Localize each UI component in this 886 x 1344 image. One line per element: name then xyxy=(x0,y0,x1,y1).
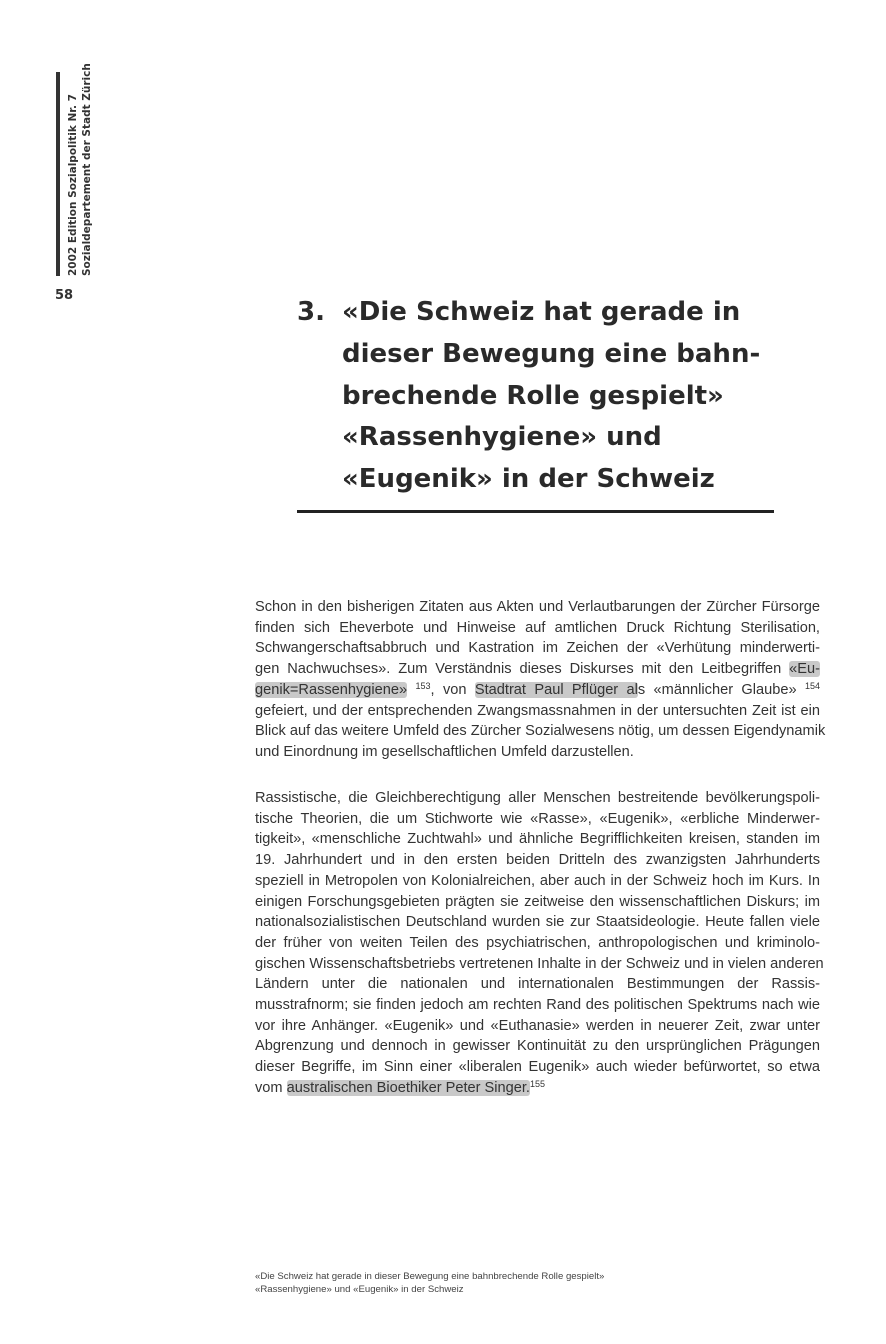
heading-line: «Eugenik» in der Schweiz xyxy=(342,464,715,495)
text-line: Rassistische, die Gleichberechtigung aller Menschen bestreitende bevölkerungspoli- xyxy=(255,790,820,806)
running-header-vertical xyxy=(66,63,94,276)
heading-line: dieser Bewegung eine bahn- xyxy=(342,338,761,369)
text-segment: , von xyxy=(430,681,475,698)
text-line: Schwangerschaftsabbruch und Kastration im Zeichen der «Verhütung minderwerti- xyxy=(255,640,820,657)
publisher: Sozialdepartement der Stadt Zürich xyxy=(81,63,93,276)
paragraph-2 xyxy=(255,788,824,1099)
heading-line: «Die Schweiz hat gerade in xyxy=(342,297,741,327)
text-line: und Einordnung im gesellschaftlichen Umfeld darzustellen. xyxy=(255,743,634,760)
heading-line: brechende Rolle gespielt» xyxy=(342,380,724,411)
text-line: 19. Jahrhundert und in den ersten beiden Dritteln des zwanzigsten Jahrhunderts xyxy=(255,852,820,869)
highlight: genik=Rassenhygiene» xyxy=(255,681,408,698)
text-line xyxy=(255,680,820,701)
series-title: 2002 Edition Sozialpolitik Nr. 7 xyxy=(67,94,79,276)
text-segment: gen Nachwuchses». Zum Verständnis dieses Diskurses mit den Leitbegriffen xyxy=(255,661,790,678)
text-line: vor ihre Anhänger. «Eugenik» und «Euthanasie» werden in neuerer Zeit, zwar unter xyxy=(255,1017,820,1034)
highlight: australischen Bioethiker Peter Singer. xyxy=(286,1079,530,1096)
highlight: Stadtrat Paul Pflüger al xyxy=(474,681,638,698)
chapter-number: 3. xyxy=(297,297,325,327)
text-line: nationalsozialistischen Deutschland wurden sie zur Staatsideologie. Heute fallen viele xyxy=(255,914,820,931)
highlight: «Eu- xyxy=(789,661,820,678)
footnote-ref: 153 xyxy=(415,680,431,691)
text-line: einigen Forschungsgebieten prägten sie zeitweise den wissenschaftlichen Diskurs; im xyxy=(255,893,820,910)
text-line: der früher von weiten Teilen des psychiatrischen, anthropologischen und kriminolo- xyxy=(255,934,820,951)
heading-rule xyxy=(297,510,774,513)
footnote-ref: 155 xyxy=(530,1078,546,1089)
sidebar-rule xyxy=(56,72,60,276)
chapter-heading xyxy=(297,292,760,501)
text-line: Schon in den bisherigen Zitaten aus Akten und Verlautbarungen der Zürcher Fürsorge xyxy=(255,599,820,615)
heading-line: «Rassenhygiene» und xyxy=(342,422,662,453)
text-line: musstrafnorm; sie finden jedoch am rechten Rand des politischen Spektrums nach wie xyxy=(255,997,820,1014)
text-line: tigkeit», «menschliche Zuchtwahl» und ähnliche Begrifflichkeiten kreisen, standen im xyxy=(255,831,820,848)
footnote-ref: 154 xyxy=(804,680,820,691)
text-line: speziell in Metropolen von Kolonialreichen, aber auch in der Schweiz hoch im Kurs. In xyxy=(255,872,820,889)
text-line: finden sich Eheverbote und Hinweise auf amtlichen Druck Richtung Sterilisation, xyxy=(255,619,820,636)
footer-line: «Rassenhygiene» und «Eugenik» in der Schweiz xyxy=(255,1284,464,1295)
text-line: gefeiert, und der entsprechenden Zwangsmassnahmen in der untersuchten Zeit ist ein xyxy=(255,702,820,719)
text-line xyxy=(255,1078,820,1099)
text-line xyxy=(255,659,820,680)
text-line: dieser Begriffe, im Sinn einer «liberalen Eugenik» auch wieder befürwortet, so etwa xyxy=(255,1059,820,1076)
paragraph-1 xyxy=(255,597,826,763)
footer-line: «Die Schweiz hat gerade in dieser Bewegung eine bahnbrechende Rolle gespielt» xyxy=(255,1271,605,1282)
text-line: tische Theorien, die um Stichworte wie «Rasse», «Eugenik», «erbliche Minderwer- xyxy=(255,810,820,827)
text-line: Blick auf das weitere Umfeld des Zürcher Sozialwesens nötig, um dessen Eigendynamik xyxy=(255,723,826,740)
text-segment: s «männlicher Glaube» xyxy=(637,681,805,698)
running-footer xyxy=(255,1270,604,1296)
page-number: 58 xyxy=(55,288,74,303)
text-segment: vom xyxy=(255,1079,287,1096)
text-line: gischen Wissenschaftsbetriebs vertretenen Inhalte in der Schweiz und in vielen anderen xyxy=(255,955,824,972)
text-line: Ländern unter die nationalen und internationalen Bestimmungen der Rassis- xyxy=(255,976,820,993)
text-line: Abgrenzung und dennoch in gewisser Kontinuität zu den ursprünglichen Prägungen xyxy=(255,1038,820,1055)
